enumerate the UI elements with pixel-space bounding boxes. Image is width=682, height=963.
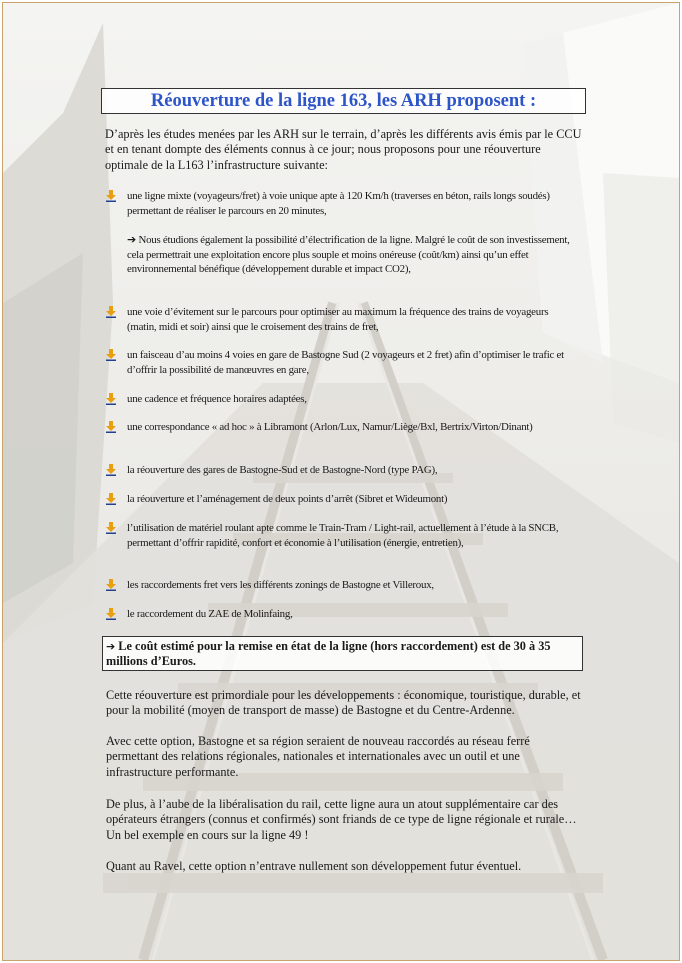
intro-paragraph: D’après les études menées par les ARH sur le terrain, d’après les différents avis émis par le CCU et en tenant dompte des éléments connus à ce jour; nous proposons pour une réouverture optimale de la L163 l’infrastructure suivante: — [105, 127, 582, 172]
arrow-down-bullet-icon — [105, 349, 117, 361]
list-item-text: les raccordements fret vers les différents zonings de Bastogne et Villeroux, — [127, 579, 434, 591]
list-item — [127, 463, 579, 478]
list-item-text: la réouverture des gares de Bastogne-Sud et de Bastogne-Nord (type PAG), — [127, 464, 438, 476]
cost-estimate-text: Le coût estimé pour la remise en état de la ligne (hors raccordement) est de 30 à 35 millions d’Euros. — [106, 639, 551, 669]
list-item-text: une ligne mixte (voyageurs/fret) à voie unique apte à 120 Km/h (traverses en béton, rails longs soudés) permettant de réaliser le parcours en 20 minutes, — [127, 190, 550, 217]
list-item — [127, 189, 579, 218]
list-item-text: une correspondance « ad hoc » à Libramont (Arlon/Lux, Namur/Liège/Bxl, Bertrix/Virton/Dinant) — [127, 421, 533, 433]
list-item-text: une voie d’évitement sur le parcours pour optimiser au maximum la fréquence des trains de voyageurs (matin, midi et soir) ainsi que le croisement des trains de fret, — [127, 306, 549, 333]
arrow-down-bullet-icon — [105, 608, 117, 620]
electrification-note-text: Nous étudions également la possibilité d’électrification de la ligne. Malgré le coût de son investissement, cela permettrait une exploitation encore plus souple et moins onéreuse (coût/km) ainsi qu’un effet environnemental bénéfique (développement durable et impact CO2), — [127, 234, 570, 276]
document-page — [2, 2, 680, 961]
list-item — [127, 578, 579, 593]
list-item-text: l’utilisation de matériel roulant apte comme le Train-Tram / Light-rail, actuellement à l’étude à la SNCB, permettant d’offrir rapidité, confort et économie à l’utilisation (énergie, entretien), — [127, 522, 559, 549]
arrow-down-bullet-icon — [105, 464, 117, 476]
list-item — [127, 420, 579, 435]
cost-estimate-box — [102, 636, 583, 671]
list-item-text: le raccordement du ZAE de Molinfaing, — [127, 608, 293, 620]
list-item — [127, 492, 579, 507]
page-title: Réouverture de la ligne 163, les ARH proposent : — [150, 91, 537, 111]
list-item — [127, 305, 579, 334]
arrow-down-bullet-icon — [105, 522, 117, 534]
list-item — [127, 607, 579, 622]
list-item — [127, 521, 579, 550]
paragraph: Avec cette option, Bastogne et sa région seraient de nouveau raccordés au réseau ferré permettant des relations régionales, nationales et internationales avec un outil et une infrastructure performante. — [106, 734, 530, 779]
paragraph: Quant au Ravel, cette option n’entrave nullement son développement futur éventuel. — [106, 859, 522, 873]
arrow-down-bullet-icon — [105, 421, 117, 433]
right-arrow-icon: ➔ — [106, 640, 116, 653]
arrow-down-bullet-icon — [105, 493, 117, 505]
list-item-text: la réouverture et l’aménagement de deux points d’arrêt (Sibret et Wideumont) — [127, 493, 448, 505]
list-item-text: un faisceau d’au moins 4 voies en gare de Bastogne Sud (2 voyageurs et 2 fret) afin d’optimiser le trafic et d’offrir la possibilité de manœuvres en gare, — [127, 349, 564, 376]
right-arrow-icon: ➔ — [127, 233, 136, 246]
arrow-down-bullet-icon — [105, 393, 117, 405]
title-box — [101, 88, 586, 114]
list-item — [127, 392, 579, 407]
arrow-down-bullet-icon — [105, 190, 117, 202]
paragraph: Cette réouverture est primordiale pour les développements : économique, touristique, durable, et pour la mobilité (moyen de transport de masse) de Bastogne et du Centre-Ardenne. — [106, 688, 581, 718]
list-item-text: une cadence et fréquence horaires adaptées, — [127, 393, 307, 405]
list-item — [127, 348, 579, 377]
paragraph: De plus, à l’aube de la libéralisation du rail, cette ligne aura un atout supplémentaire car des opérateurs étrangers (connus et confirmés) sont friands de ce type de ligne régionale et rurale… Un bel exemple en cours sur la ligne 49 ! — [106, 797, 577, 842]
arrow-down-bullet-icon — [105, 579, 117, 591]
electrification-note — [127, 233, 579, 277]
arrow-down-bullet-icon — [105, 306, 117, 318]
